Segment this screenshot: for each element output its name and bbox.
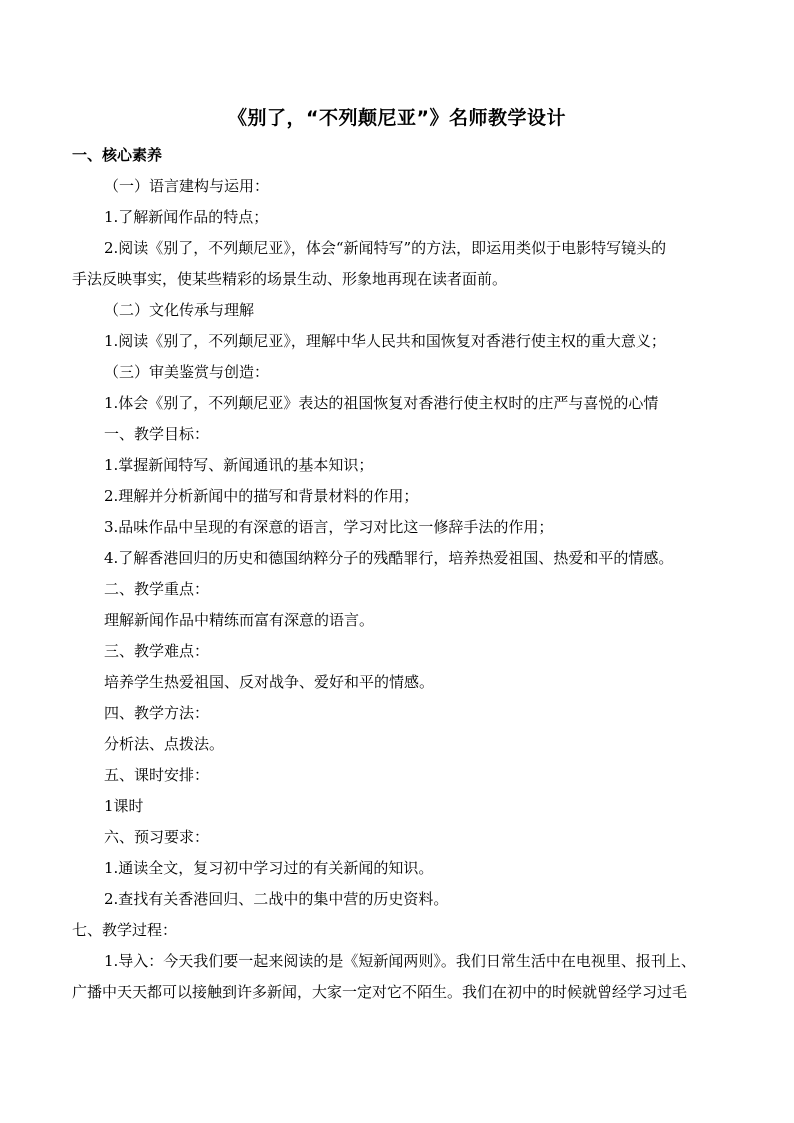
section-heading-process: 七、教学过程： xyxy=(72,921,178,939)
text-line: 1.了解新闻作品的特点； xyxy=(104,208,269,226)
text-line: 1.掌握新闻特写、新闻通讯的基本知识； xyxy=(104,456,374,474)
text-line: 理解新闻作品中精练而富有深意的语言。 xyxy=(104,611,375,629)
text-line-continuation: 广播中天天都可以接触到许多新闻，大家一定对它不陌生。我们在初中的时候就曾经学习过毛 xyxy=(72,983,688,1001)
section-heading-key-points: 二、教学重点： xyxy=(104,580,210,598)
document-title: 《别了，“不列颠尼亚”》名师教学设计 xyxy=(228,107,566,129)
section-heading-core-literacy: 一、核心素养 xyxy=(72,146,163,164)
text-line: 4.了解香港回归的历史和德国纳粹分子的残酷罪行，培养热爱祖国、热爱和平的情感。 xyxy=(104,549,674,567)
text-line: 1.导入：今天我们要一起来阅读的是《短新闻两则》。我们日常生活中在电视里、报刊上、 xyxy=(104,952,696,970)
text-line: 2.阅读《别了，不列颠尼亚》，体会“新闻特写”的方法，即运用类似于电影特写镜头的 xyxy=(104,239,667,257)
text-line: 1.通读全文，复习初中学习过的有关新闻的知识。 xyxy=(104,859,434,877)
text-line: 2.理解并分析新闻中的描写和背景材料的作用； xyxy=(104,487,419,505)
text-line: 1课时 xyxy=(104,797,144,815)
text-line: 培养学生热爱祖国、反对战争、爱好和平的情感。 xyxy=(104,673,435,691)
section-heading-preview: 六、预习要求： xyxy=(104,828,210,846)
text-line: 1.阅读《别了，不列颠尼亚》，理解中华人民共和国恢复对香港行使主权的重大意义； xyxy=(104,332,666,350)
subheading-language: （一）语言建构与运用： xyxy=(104,177,270,195)
text-line: 3.品味作品中呈现的有深意的语言，学习对比这一修辞手法的作用； xyxy=(104,518,554,536)
text-line: 1.体会《别了，不列颠尼亚》表达的祖国恢复对香港行使主权时的庄严与喜悦的心情 xyxy=(104,394,659,412)
section-heading-schedule: 五、课时安排： xyxy=(104,766,210,784)
section-heading-methods: 四、教学方法： xyxy=(104,704,210,722)
subheading-aesthetics: （三）审美鉴赏与创造： xyxy=(104,363,270,381)
section-heading-difficulties: 三、教学难点： xyxy=(104,642,210,660)
subheading-culture: （二）文化传承与理解 xyxy=(104,301,255,319)
text-line-continuation: 手法反映事实，使某些精彩的场景生动、形象地再现在读者面前。 xyxy=(72,270,508,288)
section-heading-goals: 一、教学目标： xyxy=(104,425,210,443)
text-line: 分析法、点拨法。 xyxy=(104,735,225,753)
text-line: 2.查找有关香港回归、二战中的集中营的历史资料。 xyxy=(104,890,449,908)
